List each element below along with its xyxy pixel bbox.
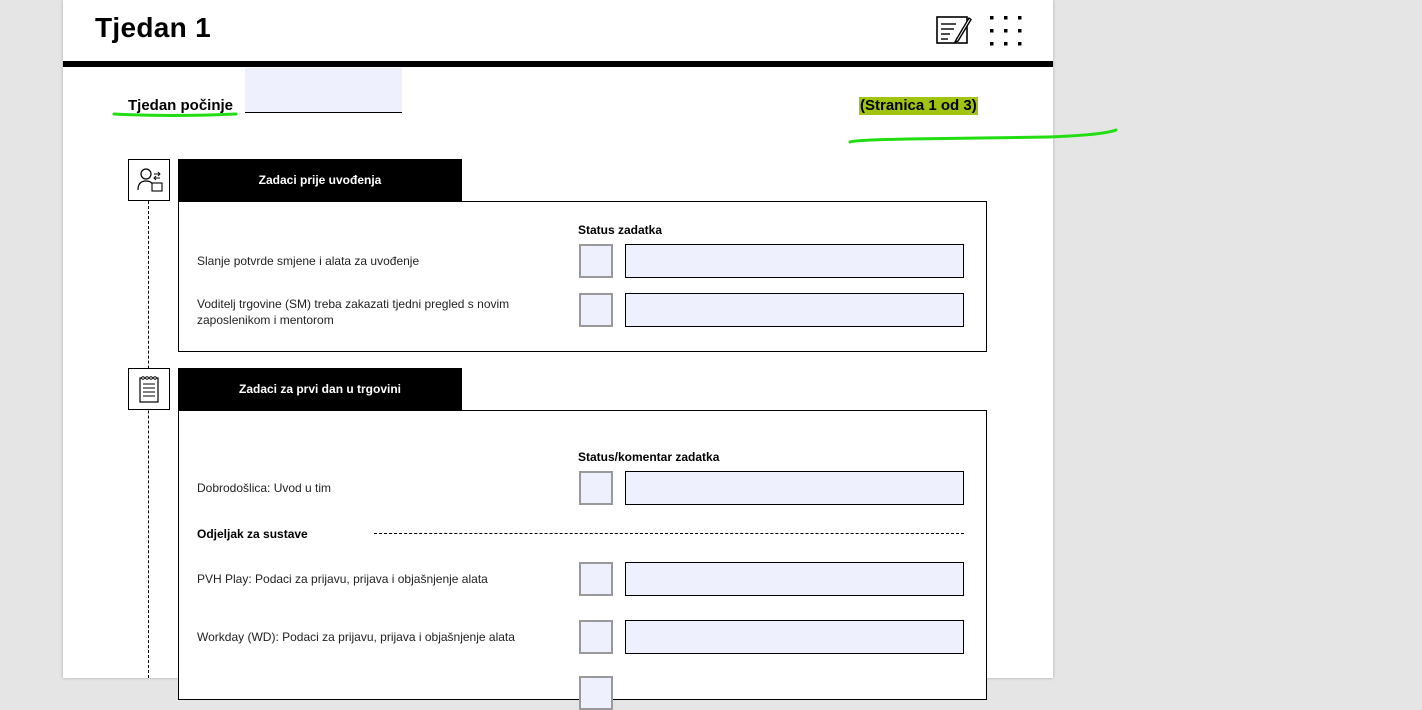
notepad-icon bbox=[128, 368, 170, 410]
task-label: Slanje potvrde smjene i alata za uvođenje bbox=[197, 254, 420, 268]
header-divider bbox=[63, 61, 1053, 67]
page-indicator: (Stranica 1 od 3) bbox=[860, 97, 977, 114]
section-header-first-day: Zadaci za prvi dan u trgovini bbox=[178, 368, 462, 410]
grid-dots-icon[interactable] bbox=[988, 14, 1024, 48]
green-underline-annotation bbox=[112, 108, 242, 122]
task-comment-field[interactable] bbox=[625, 244, 964, 278]
task-checkbox[interactable] bbox=[579, 471, 613, 505]
section-header-pre-onboarding: Zadaci prije uvođenja bbox=[178, 159, 462, 201]
subsection-heading: Odjeljak za sustave bbox=[197, 527, 308, 541]
task-checkbox[interactable] bbox=[579, 293, 613, 327]
status-comment-heading: Status/komentar zadatka bbox=[578, 450, 720, 464]
task-checkbox[interactable] bbox=[579, 244, 613, 278]
task-comment-field[interactable] bbox=[625, 471, 964, 505]
task-comment-field[interactable] bbox=[625, 620, 964, 654]
task-checkbox[interactable] bbox=[579, 676, 613, 710]
page-title: Tjedan 1 bbox=[95, 12, 211, 43]
task-label: PVH Play: Podaci za prijavu, prijava i objašnjenje alata bbox=[197, 572, 488, 586]
task-checkbox[interactable] bbox=[579, 562, 613, 596]
task-comment-field[interactable] bbox=[625, 293, 964, 327]
task-comment-field[interactable] bbox=[625, 562, 964, 596]
edit-form-icon[interactable] bbox=[936, 14, 972, 46]
task-label: Workday (WD): Podaci za prijavu, prijava i objašnjenje alata bbox=[197, 630, 515, 644]
timeline-dashed-line bbox=[148, 201, 149, 678]
task-checkbox[interactable] bbox=[579, 620, 613, 654]
task-label: Dobrodošlica: Uvod u tim bbox=[197, 481, 332, 495]
person-tasks-icon bbox=[128, 159, 170, 201]
status-heading: Status zadatka bbox=[578, 223, 663, 237]
task-label: Voditelj trgovine (SM) treba zakazati tjedni pregled s novim zaposlenikom i mentorom bbox=[197, 297, 510, 327]
week-start-field[interactable] bbox=[245, 68, 402, 113]
week-start-label: Tjedan počinje bbox=[128, 97, 234, 114]
subsection-divider bbox=[374, 533, 964, 534]
green-pen-stroke-annotation bbox=[848, 127, 1122, 149]
